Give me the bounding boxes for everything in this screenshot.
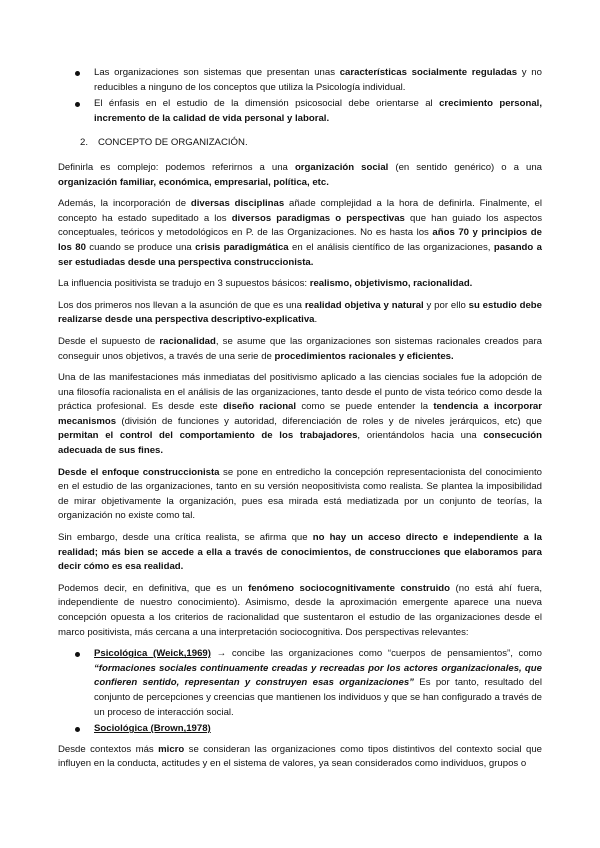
paragraph-sociocognitive: Podemos decir, en definitiva, que es un fenómeno sociocognitivamente construido (no está ahí fuera, independiente de nuestro conocimiento). Asimismo, desde la aproximación emergente aparece una nueva concepción opuesta a los criterios de racionalidad que sustentaron el estudio de las organizaciones desde el marco positivista, más cercana a una interpretación sociocognitiva. Dos perspectivas relevantes: xyxy=(58,582,542,638)
bullet-dot-icon xyxy=(75,652,80,657)
bullet-dot-icon xyxy=(75,71,80,76)
paragraph-critical-realism: Sin embargo, desde una crítica realista, se afirma que no hay un acceso directo e independiente a la realidad; más bien se accede a ella a través de conocimientos, de construcciones que elaboramos para decir cómo es esa realidad. xyxy=(58,532,542,573)
section-title: CONCEPTO DE ORGANIZACIÓN. xyxy=(98,137,248,149)
paragraph-constructionist: Desde el enfoque construccionista se pone en entredicho la concepción representacionista del conocimiento en el estudio de las organizaciones, tanto en su versión neopositivista como realista. Se plantea la imposibilidad de mirar objetivamente la organización, pues esa mirada está mediatizada por un conjunto de teorías, la organización no existe como tal. xyxy=(58,466,542,522)
section-heading xyxy=(80,136,542,151)
bullet-dot-icon xyxy=(75,727,80,732)
paragraph-rational-design: Una de las manifestaciones más inmediatas del positivismo aplicado a las ciencias sociales fue la adopción de una filosofía racionalista en el análisis de las organizaciones, tanto desde el punto de vista teórico como desde la práctica profesional. Es desde este diseño racional como se puede entender la tendencia a incorporar mecanismos (división de funciones y autoridad, diferenciación de roles y de niveles jerárquicos, etc) que permitan el control del comportamiento de los trabajadores, orientándolos hacia una consecución adecuada de sus fines. xyxy=(58,372,542,457)
section-number: 2. xyxy=(80,137,89,149)
perspective-label: Sociológica (Brown,1978) xyxy=(94,723,211,735)
perspective-label: Psicológica (Weick,1969) xyxy=(94,648,211,660)
paragraph-positivist-influence: La influencia positivista se tradujo en 3 supuestos básicos: realismo, objetivismo, racionalidad. xyxy=(58,278,473,290)
bullet-dot-icon xyxy=(75,102,80,107)
paragraph-definition: Definirla es complejo: podemos referirnos a una organización social (en sentido genérico) o a una organización familiar, económica, empresarial, política, etc. xyxy=(58,161,543,188)
paragraph-objective-reality: Los dos primeros nos llevan a la asunción de que es una realidad objetiva y natural y por ello su estudio debe realizarse desde una perspectiva descriptivo-explicativa. xyxy=(58,299,543,326)
arrow-icon: → xyxy=(210,648,232,660)
perspectives-list xyxy=(58,647,542,737)
list-item: Psicológica (Weick,1969) → concibe las organizaciones como “cuerpos de pensamientos”, como “formaciones sociales continuamente creadas y recreadas por los actores organizacionales, que confieren sentido, representan y construyen esas organizaciones” Es por tanto, resultado del conjunto de percepciones y creencias que mantienen los individuos y que se han configurado a través de un proceso de interacción social. xyxy=(58,647,542,720)
intro-bullet-list xyxy=(58,66,542,126)
paragraph-disciplines: Además, la incorporación de diversas disciplinas añade complejidad a la hora de definirla. Finalmente, el concepto ha estado supeditado a los diversos paradigmas o perspectivas que han guiado los aspectos conceptuales, teóricos y metodológicos en P. de las Organizaciones. No es hasta los años 70 y principios de los 80 cuando se produce una crisis paradigmática en el análisis científico de las organizaciones, pasando a ser estudiadas desde una perspectiva construccionista. xyxy=(58,198,543,268)
list-item: El énfasis en el estudio de la dimensión psicosocial debe orientarse al crecimiento personal, incremento de la calidad de vida personal y laboral. xyxy=(58,97,542,126)
paragraph-micro-contexts: Desde contextos más micro se consideran las organizaciones como tipos distintivos del contexto social que influyen en la conducta, actitudes y en el sistema de valores, ya sean considerados como individuos, grupos o xyxy=(58,743,542,770)
paragraph-rationality: Desde el supuesto de racionalidad, se asume que las organizaciones son sistemas racionales creados para conseguir unos objetivos, a través de una serie de procedimientos racionales y eficientes. xyxy=(58,335,542,362)
list-item: Las organizaciones son sistemas que presentan unas características socialmente reguladas y no reducibles a ninguno de los conceptos que utiliza la Psicología individual. xyxy=(58,66,542,95)
list-item xyxy=(58,722,542,737)
